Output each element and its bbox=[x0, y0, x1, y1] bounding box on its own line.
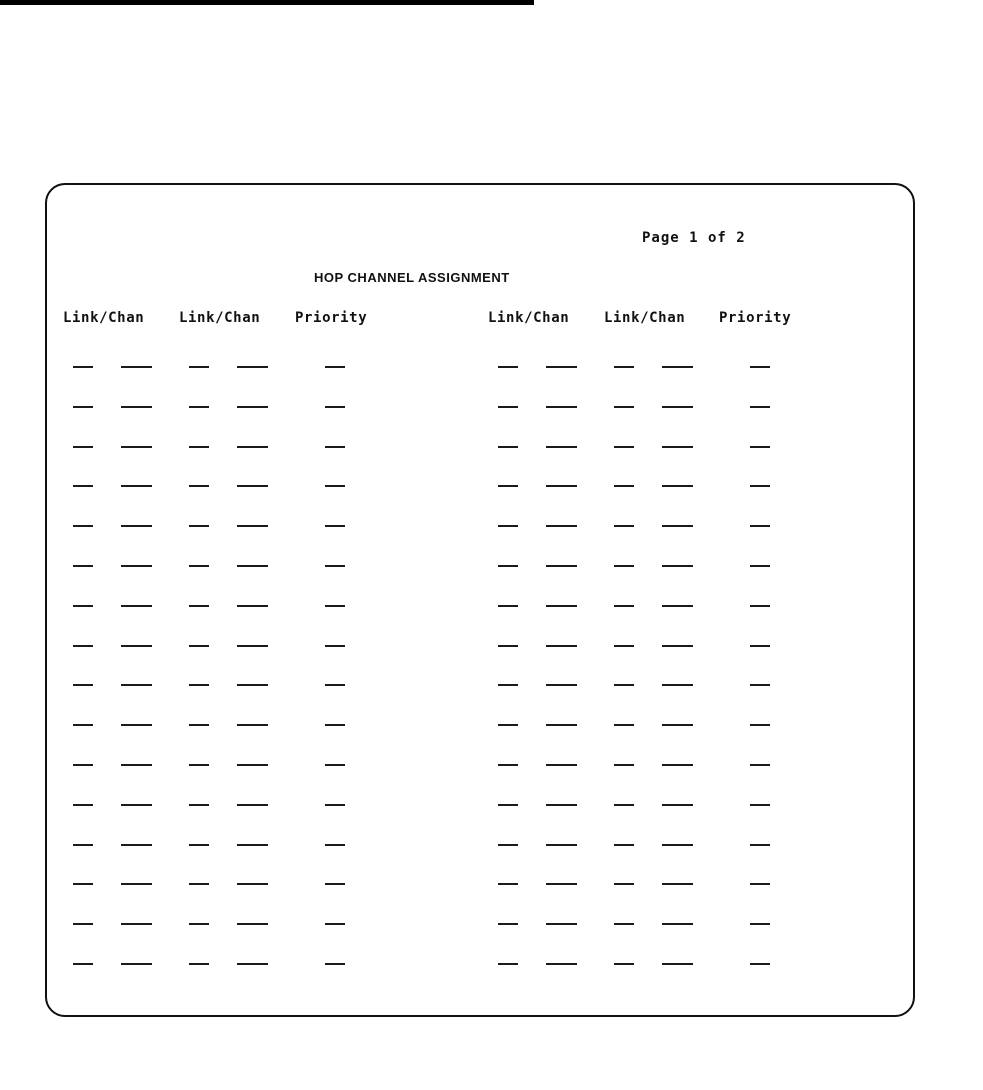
field-right-link-2-row-6[interactable] bbox=[614, 565, 634, 567]
field-right-chan-1-row-2[interactable] bbox=[546, 406, 577, 408]
field-left-priority-row-1[interactable] bbox=[325, 366, 345, 368]
field-left-link-1-row-3[interactable] bbox=[73, 446, 93, 448]
field-left-link-1-row-14[interactable] bbox=[73, 883, 93, 885]
field-right-chan-2-row-11[interactable] bbox=[662, 764, 693, 766]
field-left-link-2-row-14[interactable] bbox=[189, 883, 209, 885]
field-left-chan-1-row-11[interactable] bbox=[121, 764, 152, 766]
field-left-link-1-row-1[interactable] bbox=[73, 366, 93, 368]
header-right-priority: Priority bbox=[719, 310, 792, 326]
field-right-chan-2-row-12[interactable] bbox=[662, 804, 693, 806]
field-right-priority-row-11[interactable] bbox=[750, 764, 770, 766]
field-left-chan-2-row-12[interactable] bbox=[237, 804, 268, 806]
field-left-link-2-row-16[interactable] bbox=[189, 963, 209, 965]
field-left-link-1-row-10[interactable] bbox=[73, 724, 93, 726]
field-left-priority-row-8[interactable] bbox=[325, 645, 345, 647]
field-left-chan-1-row-7[interactable] bbox=[121, 605, 152, 607]
field-left-priority-row-6[interactable] bbox=[325, 565, 345, 567]
field-left-chan-1-row-13[interactable] bbox=[121, 844, 152, 846]
field-left-chan-2-row-16[interactable] bbox=[237, 963, 268, 965]
field-left-link-1-row-15[interactable] bbox=[73, 923, 93, 925]
field-left-link-1-row-8[interactable] bbox=[73, 645, 93, 647]
field-left-chan-1-row-9[interactable] bbox=[121, 684, 152, 686]
field-left-chan-2-row-6[interactable] bbox=[237, 565, 268, 567]
field-right-link-2-row-9[interactable] bbox=[614, 684, 634, 686]
header-left-link-chan-1: Link/Chan bbox=[63, 310, 145, 326]
field-right-link-2-row-8[interactable] bbox=[614, 645, 634, 647]
field-right-chan-1-row-16[interactable] bbox=[546, 963, 577, 965]
field-right-priority-row-6[interactable] bbox=[750, 565, 770, 567]
field-left-priority-row-15[interactable] bbox=[325, 923, 345, 925]
field-left-chan-1-row-14[interactable] bbox=[121, 883, 152, 885]
field-left-priority-row-5[interactable] bbox=[325, 525, 345, 527]
field-right-link-1-row-14[interactable] bbox=[498, 883, 518, 885]
header-left-priority: Priority bbox=[295, 310, 368, 326]
field-right-chan-2-row-1[interactable] bbox=[662, 366, 693, 368]
field-right-chan-1-row-3[interactable] bbox=[546, 446, 577, 448]
field-right-priority-row-5[interactable] bbox=[750, 525, 770, 527]
field-left-chan-2-row-15[interactable] bbox=[237, 923, 268, 925]
page-title: HOP CHANNEL ASSIGNMENT bbox=[314, 270, 510, 285]
field-right-priority-row-10[interactable] bbox=[750, 724, 770, 726]
field-right-priority-row-14[interactable] bbox=[750, 883, 770, 885]
field-right-link-1-row-16[interactable] bbox=[498, 963, 518, 965]
field-left-link-2-row-6[interactable] bbox=[189, 565, 209, 567]
field-right-link-1-row-3[interactable] bbox=[498, 446, 518, 448]
field-right-priority-row-12[interactable] bbox=[750, 804, 770, 806]
field-left-link-2-row-8[interactable] bbox=[189, 645, 209, 647]
field-left-link-1-row-9[interactable] bbox=[73, 684, 93, 686]
field-left-chan-1-row-12[interactable] bbox=[121, 804, 152, 806]
field-left-link-2-row-4[interactable] bbox=[189, 485, 209, 487]
field-left-link-1-row-7[interactable] bbox=[73, 605, 93, 607]
field-left-priority-row-3[interactable] bbox=[325, 446, 345, 448]
field-right-chan-1-row-9[interactable] bbox=[546, 684, 577, 686]
field-right-priority-row-3[interactable] bbox=[750, 446, 770, 448]
field-right-chan-2-row-3[interactable] bbox=[662, 446, 693, 448]
field-left-link-2-row-11[interactable] bbox=[189, 764, 209, 766]
field-left-chan-2-row-4[interactable] bbox=[237, 485, 268, 487]
top-edge-bar bbox=[0, 0, 534, 5]
field-right-priority-row-9[interactable] bbox=[750, 684, 770, 686]
field-right-chan-2-row-14[interactable] bbox=[662, 883, 693, 885]
field-left-priority-row-7[interactable] bbox=[325, 605, 345, 607]
field-right-link-2-row-7[interactable] bbox=[614, 605, 634, 607]
field-right-priority-row-8[interactable] bbox=[750, 645, 770, 647]
header-left-link-chan-2: Link/Chan bbox=[179, 310, 261, 326]
field-right-priority-row-4[interactable] bbox=[750, 485, 770, 487]
field-right-chan-1-row-1[interactable] bbox=[546, 366, 577, 368]
field-left-priority-row-12[interactable] bbox=[325, 804, 345, 806]
field-left-link-2-row-5[interactable] bbox=[189, 525, 209, 527]
field-left-link-2-row-13[interactable] bbox=[189, 844, 209, 846]
field-left-link-1-row-4[interactable] bbox=[73, 485, 93, 487]
field-right-chan-1-row-4[interactable] bbox=[546, 485, 577, 487]
field-left-chan-1-row-6[interactable] bbox=[121, 565, 152, 567]
field-right-priority-row-1[interactable] bbox=[750, 366, 770, 368]
field-left-priority-row-2[interactable] bbox=[325, 406, 345, 408]
field-right-link-1-row-4[interactable] bbox=[498, 485, 518, 487]
field-right-link-2-row-16[interactable] bbox=[614, 963, 634, 965]
field-right-chan-2-row-10[interactable] bbox=[662, 724, 693, 726]
field-right-link-1-row-9[interactable] bbox=[498, 684, 518, 686]
field-right-link-1-row-6[interactable] bbox=[498, 565, 518, 567]
field-left-chan-2-row-10[interactable] bbox=[237, 724, 268, 726]
field-left-chan-2-row-5[interactable] bbox=[237, 525, 268, 527]
field-left-chan-1-row-8[interactable] bbox=[121, 645, 152, 647]
field-right-priority-row-13[interactable] bbox=[750, 844, 770, 846]
field-right-chan-1-row-13[interactable] bbox=[546, 844, 577, 846]
field-left-priority-row-13[interactable] bbox=[325, 844, 345, 846]
field-left-chan-2-row-14[interactable] bbox=[237, 883, 268, 885]
field-left-link-1-row-5[interactable] bbox=[73, 525, 93, 527]
field-right-link-2-row-15[interactable] bbox=[614, 923, 634, 925]
field-left-chan-2-row-11[interactable] bbox=[237, 764, 268, 766]
field-right-priority-row-16[interactable] bbox=[750, 963, 770, 965]
field-left-chan-1-row-16[interactable] bbox=[121, 963, 152, 965]
field-right-priority-row-7[interactable] bbox=[750, 605, 770, 607]
field-left-link-1-row-13[interactable] bbox=[73, 844, 93, 846]
field-right-link-1-row-8[interactable] bbox=[498, 645, 518, 647]
field-left-chan-1-row-5[interactable] bbox=[121, 525, 152, 527]
field-left-link-2-row-12[interactable] bbox=[189, 804, 209, 806]
field-left-chan-2-row-8[interactable] bbox=[237, 645, 268, 647]
field-right-link-1-row-7[interactable] bbox=[498, 605, 518, 607]
field-right-link-2-row-13[interactable] bbox=[614, 844, 634, 846]
field-right-link-1-row-1[interactable] bbox=[498, 366, 518, 368]
field-right-link-1-row-12[interactable] bbox=[498, 804, 518, 806]
field-left-priority-row-16[interactable] bbox=[325, 963, 345, 965]
field-left-priority-row-11[interactable] bbox=[325, 764, 345, 766]
screen-frame bbox=[45, 183, 915, 1017]
field-right-link-1-row-10[interactable] bbox=[498, 724, 518, 726]
field-left-chan-1-row-10[interactable] bbox=[121, 724, 152, 726]
field-left-link-2-row-7[interactable] bbox=[189, 605, 209, 607]
field-right-chan-2-row-2[interactable] bbox=[662, 406, 693, 408]
field-right-chan-2-row-16[interactable] bbox=[662, 963, 693, 965]
field-right-link-2-row-12[interactable] bbox=[614, 804, 634, 806]
field-right-link-2-row-14[interactable] bbox=[614, 883, 634, 885]
field-right-link-2-row-2[interactable] bbox=[614, 406, 634, 408]
field-left-chan-1-row-15[interactable] bbox=[121, 923, 152, 925]
field-left-chan-2-row-7[interactable] bbox=[237, 605, 268, 607]
field-right-link-1-row-5[interactable] bbox=[498, 525, 518, 527]
field-right-chan-2-row-7[interactable] bbox=[662, 605, 693, 607]
field-right-link-2-row-4[interactable] bbox=[614, 485, 634, 487]
field-right-link-2-row-5[interactable] bbox=[614, 525, 634, 527]
field-right-priority-row-2[interactable] bbox=[750, 406, 770, 408]
field-right-link-1-row-2[interactable] bbox=[498, 406, 518, 408]
field-right-chan-2-row-8[interactable] bbox=[662, 645, 693, 647]
field-right-chan-1-row-8[interactable] bbox=[546, 645, 577, 647]
field-left-link-2-row-10[interactable] bbox=[189, 724, 209, 726]
field-left-link-2-row-1[interactable] bbox=[189, 366, 209, 368]
field-left-chan-2-row-1[interactable] bbox=[237, 366, 268, 368]
field-right-link-2-row-11[interactable] bbox=[614, 764, 634, 766]
field-right-chan-2-row-15[interactable] bbox=[662, 923, 693, 925]
field-right-chan-1-row-15[interactable] bbox=[546, 923, 577, 925]
field-left-priority-row-4[interactable] bbox=[325, 485, 345, 487]
header-right-link-chan-2: Link/Chan bbox=[604, 310, 686, 326]
field-right-chan-2-row-5[interactable] bbox=[662, 525, 693, 527]
field-right-chan-2-row-4[interactable] bbox=[662, 485, 693, 487]
field-left-link-2-row-15[interactable] bbox=[189, 923, 209, 925]
field-left-chan-2-row-9[interactable] bbox=[237, 684, 268, 686]
field-left-priority-row-9[interactable] bbox=[325, 684, 345, 686]
field-right-chan-1-row-5[interactable] bbox=[546, 525, 577, 527]
field-right-link-2-row-10[interactable] bbox=[614, 724, 634, 726]
field-left-chan-2-row-13[interactable] bbox=[237, 844, 268, 846]
field-left-priority-row-10[interactable] bbox=[325, 724, 345, 726]
field-left-chan-2-row-2[interactable] bbox=[237, 406, 268, 408]
field-left-chan-1-row-3[interactable] bbox=[121, 446, 152, 448]
header-right-link-chan-1: Link/Chan bbox=[488, 310, 570, 326]
field-right-chan-1-row-14[interactable] bbox=[546, 883, 577, 885]
field-left-chan-1-row-1[interactable] bbox=[121, 366, 152, 368]
field-left-link-1-row-16[interactable] bbox=[73, 963, 93, 965]
field-right-chan-1-row-10[interactable] bbox=[546, 724, 577, 726]
field-left-chan-1-row-2[interactable] bbox=[121, 406, 152, 408]
field-left-link-2-row-3[interactable] bbox=[189, 446, 209, 448]
field-left-chan-2-row-3[interactable] bbox=[237, 446, 268, 448]
field-right-link-1-row-15[interactable] bbox=[498, 923, 518, 925]
field-right-chan-2-row-9[interactable] bbox=[662, 684, 693, 686]
field-right-chan-2-row-13[interactable] bbox=[662, 844, 693, 846]
field-left-link-2-row-9[interactable] bbox=[189, 684, 209, 686]
field-right-link-2-row-3[interactable] bbox=[614, 446, 634, 448]
field-left-link-1-row-6[interactable] bbox=[73, 565, 93, 567]
field-left-priority-row-14[interactable] bbox=[325, 883, 345, 885]
field-right-chan-1-row-12[interactable] bbox=[546, 804, 577, 806]
field-right-link-2-row-1[interactable] bbox=[614, 366, 634, 368]
field-left-link-1-row-2[interactable] bbox=[73, 406, 93, 408]
field-left-link-2-row-2[interactable] bbox=[189, 406, 209, 408]
field-left-link-1-row-11[interactable] bbox=[73, 764, 93, 766]
field-right-chan-2-row-6[interactable] bbox=[662, 565, 693, 567]
field-left-chan-1-row-4[interactable] bbox=[121, 485, 152, 487]
field-right-link-1-row-11[interactable] bbox=[498, 764, 518, 766]
field-right-priority-row-15[interactable] bbox=[750, 923, 770, 925]
page-indicator: Page 1 of 2 bbox=[642, 230, 746, 246]
field-left-link-1-row-12[interactable] bbox=[73, 804, 93, 806]
field-right-chan-1-row-7[interactable] bbox=[546, 605, 577, 607]
field-right-chan-1-row-11[interactable] bbox=[546, 764, 577, 766]
field-right-link-1-row-13[interactable] bbox=[498, 844, 518, 846]
field-right-chan-1-row-6[interactable] bbox=[546, 565, 577, 567]
